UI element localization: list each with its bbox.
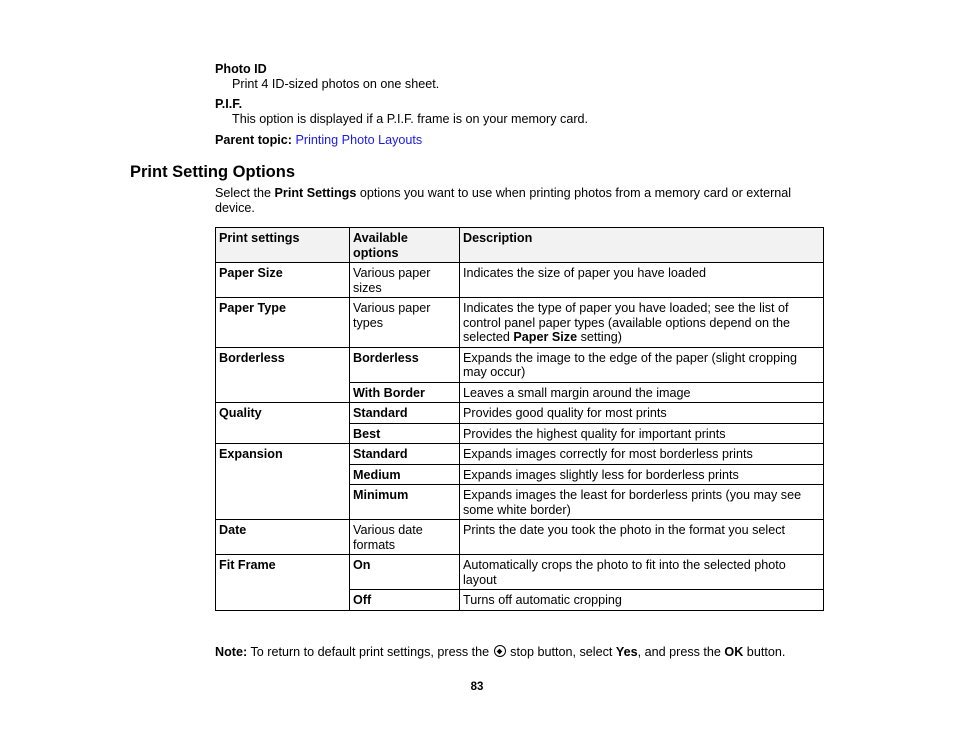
desc-text: Indicates the type of paper you have loaded; see the list of control panel paper types (available options depend on the selected [463,301,790,344]
table-header-row [216,228,824,263]
note-ok: OK [724,645,744,659]
term-photo-id: Photo ID [215,62,267,76]
setting-cell: Quality [216,403,350,444]
option-cell: Minimum [350,485,460,520]
setting-cell: Paper Type [216,298,350,348]
intro-pre: Select the [215,186,275,200]
option-cell: Borderless [350,347,460,382]
table-row [216,444,824,465]
desc-photo-id: Print 4 ID-sized photos on one sheet. [232,77,440,91]
setting-cell: Borderless [216,347,350,403]
description-cell: Turns off automatic cropping [460,590,824,611]
intro-bold: Print Settings [274,186,357,200]
stop-icon [494,645,506,657]
intro-line2: device. [215,201,255,215]
setting-cell: Paper Size [216,263,350,298]
option-cell: Various date formats [350,520,460,555]
intro-post: options you want to use when printing photos from a memory card or external [356,186,792,200]
setting-cell: Date [216,520,350,555]
header-available-options: Available options [350,228,460,263]
term-pif: P.I.F. [215,97,243,111]
table-row [216,520,824,555]
description-cell: Expands images slightly less for borderless prints [460,464,824,485]
option-cell: With Border [350,382,460,403]
table-row [216,298,824,348]
parent-topic [215,133,422,148]
note-text: stop button, select [506,645,616,659]
table-row [216,555,824,590]
note-text: To return to default print settings, press the [247,645,493,659]
description-cell: Provides the highest quality for important prints [460,423,824,444]
desc-pif: This option is displayed if a P.I.F. frame is on your memory card. [232,112,589,126]
print-settings-table [215,227,824,611]
table-row [216,403,824,424]
table-row [216,347,824,382]
option-cell: Best [350,423,460,444]
table-row [216,263,824,298]
option-cell: Standard [350,444,460,465]
note-label: Note: [215,645,248,659]
description-cell: Expands images correctly for most borderless prints [460,444,824,465]
header-description: Description [460,228,824,263]
note-yes: Yes [615,645,638,659]
description-cell: Indicates the size of paper you have loaded [460,263,824,298]
description-cell: Expands images the least for borderless prints (you may see some white border) [460,485,824,520]
option-cell: Standard [350,403,460,424]
desc-bold: Paper Size [513,330,578,344]
description-cell: Expands the image to the edge of the paper (slight cropping may occur) [460,347,824,382]
option-cell: Off [350,590,460,611]
setting-cell: Fit Frame [216,555,350,611]
setting-cell: Expansion [216,444,350,520]
header-print-settings: Print settings [216,228,350,263]
parent-topic-label: Parent topic: [215,133,292,147]
note-text: , and press the [637,645,725,659]
description-cell: Leaves a small margin around the image [460,382,824,403]
description-cell [460,298,824,348]
parent-topic-link[interactable]: Printing Photo Layouts [295,133,423,147]
note-text: button. [743,645,786,659]
section-intro [215,186,835,216]
option-cell: On [350,555,460,590]
desc-text: setting) [577,330,622,344]
option-cell: Medium [350,464,460,485]
page-number: 83 [470,681,484,693]
description-cell: Automatically crops the photo to fit into the selected photo layout [460,555,824,590]
description-cell: Prints the date you took the photo in the format you select [460,520,824,555]
section-title: Print Setting Options [130,163,295,181]
note [215,644,785,660]
option-cell: Various paper types [350,298,460,348]
option-cell: Various paper sizes [350,263,460,298]
description-cell: Provides good quality for most prints [460,403,824,424]
